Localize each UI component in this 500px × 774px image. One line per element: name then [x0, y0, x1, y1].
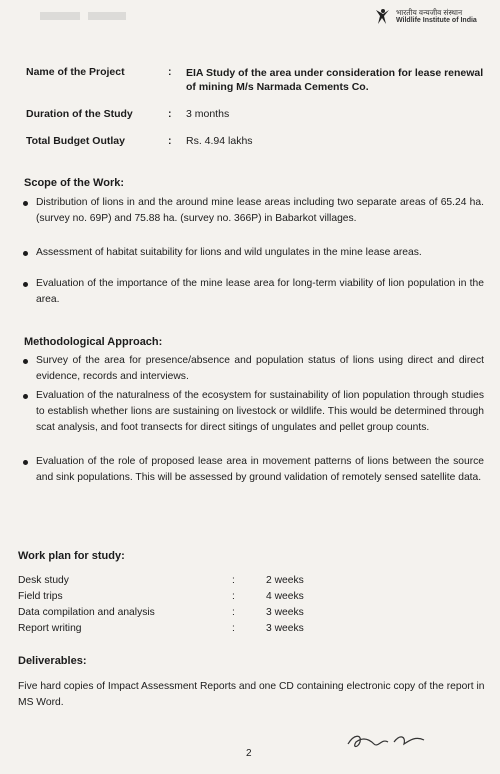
institute-name-hindi: भारतीय वन्यजीव संस्थान: [396, 8, 463, 17]
separator: :: [232, 623, 235, 634]
duration-label: Duration of the Study: [26, 108, 133, 120]
duration-value: 3 months: [186, 108, 230, 120]
scope-item: Assessment of habitat suitability for lions and wild ungulates in the mine lease areas.: [36, 245, 484, 261]
workplan-task: Field trips: [18, 591, 63, 602]
scope-item: Distribution of lions in and the around mine lease areas including two separate areas of 65.24 ha. (survey no. 69P) and 75.88 ha. (survey no. 366P) in Babarkot villages.: [36, 195, 484, 227]
project-name-value: EIA Study of the area under consideration for lease renewal of mining M/s Narmada Cements Co.: [186, 67, 484, 93]
separator: :: [168, 135, 172, 147]
scope-heading: Scope of the Work:: [24, 177, 125, 189]
separator: :: [232, 591, 235, 602]
separator: :: [168, 108, 172, 120]
workplan-duration: 3 weeks: [266, 623, 304, 634]
project-name-label: Name of the Project: [26, 66, 125, 78]
institute-name-english: Wildlife Institute of India: [396, 17, 477, 24]
faded-stamp-mark: [40, 8, 130, 26]
workplan-heading: Work plan for study:: [18, 550, 125, 562]
budget-value: Rs. 4.94 lakhs: [186, 135, 253, 147]
methodology-item: Survey of the area for presence/absence and population status of lions using direct and direct evidence, records and interviews.: [36, 353, 484, 385]
page-number: 2: [246, 748, 252, 759]
scope-item: Evaluation of the importance of the mine lease area for long-term viability of lion population in the area.: [36, 276, 484, 308]
methodology-item: Evaluation of the naturalness of the ecosystem for sustainability of lion population through studies to establish whether lions are sustaining on livestock or wildlife. This would be determined through scat analysis, and foot transects for direct sitings of ungulates and pellet group counts.: [36, 388, 484, 436]
workplan-duration: 3 weeks: [266, 607, 304, 618]
separator: :: [168, 66, 172, 78]
wii-logo-icon: [372, 6, 394, 28]
workplan-task: Data compilation and analysis: [18, 607, 155, 618]
separator: :: [232, 575, 235, 586]
workplan-row: [18, 591, 338, 607]
methodology-item: Evaluation of the role of proposed lease area in movement patterns of lions between the source and sink populations. This will be assessed by ground validation of remotely sensed satellite data.: [36, 454, 484, 486]
workplan-task: Report writing: [18, 623, 82, 634]
workplan-task: Desk study: [18, 575, 69, 586]
workplan-row: [18, 623, 338, 639]
workplan-duration: 4 weeks: [266, 591, 304, 602]
budget-label: Total Budget Outlay: [26, 135, 125, 147]
workplan-row: [18, 575, 338, 591]
separator: :: [232, 607, 235, 618]
workplan-row: [18, 607, 338, 623]
handwritten-signature-mark: [344, 726, 434, 756]
workplan-duration: 2 weeks: [266, 575, 304, 586]
deliverables-text: Five hard copies of Impact Assessment Reports and one CD containing electronic copy of the report in MS Word.: [18, 681, 485, 708]
deliverables-heading: Deliverables:: [18, 655, 87, 667]
methodology-heading: Methodological Approach:: [24, 336, 163, 348]
